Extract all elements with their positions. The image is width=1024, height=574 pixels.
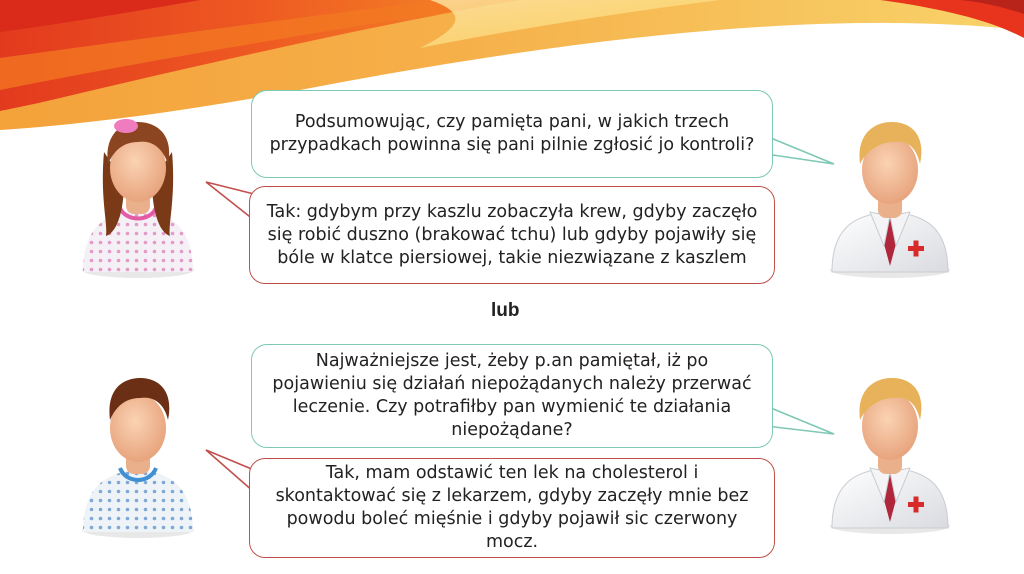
- separator-label: lub: [491, 300, 520, 321]
- patient-answer-bubble-2: [249, 458, 775, 558]
- patient-answer-bubble-1: [249, 186, 775, 284]
- patient-answer-text-2: Tak, mam odstawić ten lek na cholesterol i skontaktować się z lekarzem, gdyby zaczęły mnie bez powodu boleć mięśnie i gdyby pojawił sic czerwony mocz.: [275, 463, 749, 552]
- doctor-avatar-top: [826, 116, 954, 278]
- doctor-question-bubble-2: [251, 344, 773, 448]
- patient-answer-text-1: Tak: gdybym przy kaszlu zobaczyła krew, gdyby zaczęło się robić duszno (brakować tchu) lub gdyby pojawiły się bóle w klatce piersiowej, takie niezwiązane z kaszlem: [266, 201, 758, 268]
- doctor-question-text-1: Podsumowując, czy pamięta pani, w jakich trzech przypadkach powinna się pani pilnie zgłosić jo kontroli?: [269, 112, 755, 155]
- doctor-question-bubble-1: [251, 90, 773, 178]
- patient-man-avatar: [78, 370, 198, 540]
- doctor-question-text-2: Najważniejsze jest, żeby p.an pamiętał, iż po pojawieniu się działań niepożądanych należy przerwać leczenie. Czy potrafiłby pan wymienić te działania niepożądane?: [272, 351, 752, 440]
- doctor-avatar-bottom: [826, 370, 954, 534]
- patient-woman-avatar: [78, 112, 198, 280]
